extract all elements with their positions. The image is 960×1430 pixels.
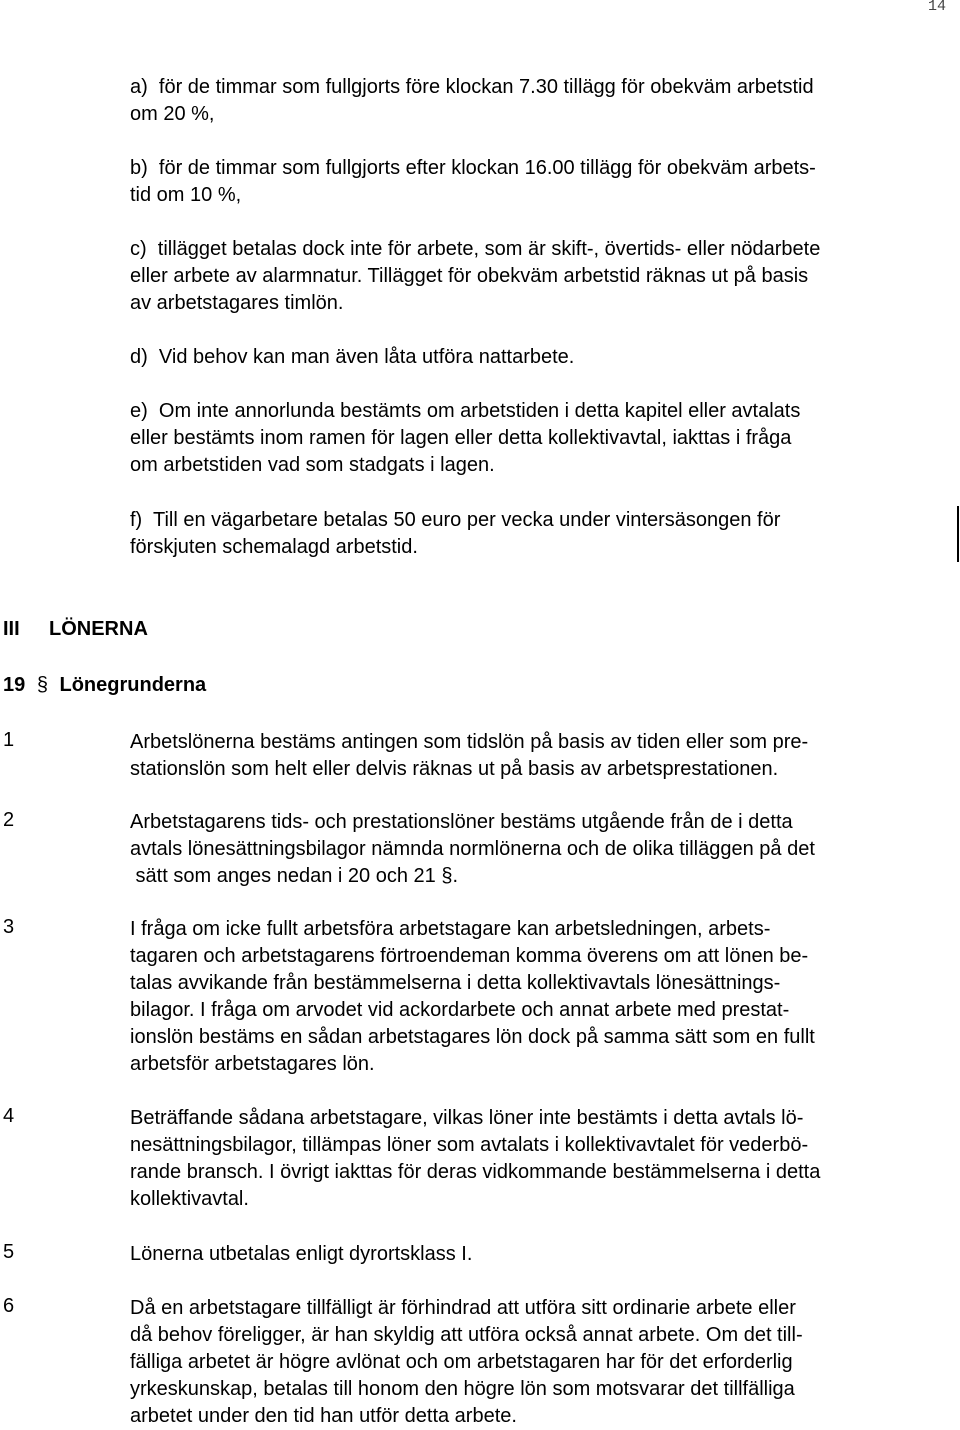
text-line: då behov föreligger, är han skyldig att utföra också annat arbete. Om det till- <box>130 1324 803 1346</box>
list-item-e <box>130 398 950 479</box>
text-line: talas avvikande från bestämmelserna i detta kollektivavtals lönesättnings- <box>130 972 781 994</box>
list-item-f <box>130 507 950 561</box>
text-line: d) Vid behov kan man även låta utföra nattarbete. <box>130 346 575 368</box>
text-line: av arbetstagares timlön. <box>130 292 344 314</box>
list-item-d <box>130 344 950 371</box>
paragraph-number: 1 <box>3 729 15 751</box>
list-item-a <box>130 74 950 128</box>
paragraph-number: 5 <box>3 1241 15 1263</box>
text-line: Beträffande sådana arbetstagare, vilkas löner inte bestämts i detta avtals lö- <box>130 1107 804 1129</box>
paragraph-5 <box>130 1241 950 1268</box>
text-line: eller bestämts inom ramen för lagen eller detta kollektivavtal, iakttas i fråga <box>130 427 792 449</box>
paragraph-number: 3 <box>3 916 15 938</box>
text-line: arbetet under den tid han utför detta arbete. <box>130 1405 517 1427</box>
paragraph-6 <box>130 1295 950 1430</box>
paragraph-1 <box>130 729 950 783</box>
text-line: Lönerna utbetalas enligt dyrortsklass I. <box>130 1243 473 1265</box>
section-sign: § <box>36 674 48 696</box>
text-line: rande bransch. I övrigt iakttas för deras vidkommande bestämmelserna i detta <box>130 1161 821 1183</box>
text-line: Arbetslönerna bestäms antingen som tidslön på basis av tiden eller som pre- <box>130 731 809 753</box>
paragraph-number: 4 <box>3 1105 15 1127</box>
text-line: förskjuten schemalagd arbetstid. <box>130 536 418 558</box>
text-line: eller arbete av alarmnatur. Tillägget för obekväm arbetstid räknas ut på basis <box>130 265 809 287</box>
text-line: nesättningsbilagor, tillämpas löner som avtalats i kollektivavtalet för vederbö- <box>130 1134 809 1156</box>
text-line: e) Om inte annorlunda bestämts om arbetstiden i detta kapitel eller avtalats <box>130 400 801 422</box>
text-line: f) Till en vägarbetare betalas 50 euro per vecka under vintersäsongen för <box>130 509 781 531</box>
text-line: arbetsför arbetstagares lön. <box>130 1053 375 1075</box>
list-item-c <box>130 236 950 317</box>
revision-bar <box>957 506 959 562</box>
paragraph-number: 6 <box>3 1295 15 1317</box>
text-line: I fråga om icke fullt arbetsföra arbetstagare kan arbetsledningen, arbets- <box>130 918 771 940</box>
page-number: 14 <box>927 0 946 15</box>
text-line: tid om 10 %, <box>130 184 242 206</box>
text-line: stationslön som helt eller delvis räknas ut på basis av arbetsprestationen. <box>130 758 779 780</box>
list-item-b <box>130 155 950 209</box>
text-line: yrkeskunskap, betalas till honom den högre lön som motsvarar det tillfälliga <box>130 1378 795 1400</box>
text-line: Då en arbetstagare tillfälligt är förhindrad att utföra sitt ordinarie arbete eller <box>130 1297 796 1319</box>
text-line: om arbetstiden vad som stadgats i lagen. <box>130 454 495 476</box>
paragraph-4 <box>130 1105 950 1213</box>
paragraph-2 <box>130 809 950 890</box>
text-line: b) för de timmar som fullgjorts efter klockan 16.00 tillägg för obekväm arbets- <box>130 157 816 179</box>
section-heading <box>3 674 206 697</box>
text-line: a) för de timmar som fullgjorts före klockan 7.30 tillägg för obekväm arbetstid <box>130 76 814 98</box>
section-title: Lönegrunderna <box>59 674 207 696</box>
text-line: c) tillägget betalas dock inte för arbete, som är skift-, övertids- eller nödarbete <box>130 238 821 260</box>
text-line: bilagor. I fråga om arvodet vid ackordarbete och annat arbete med prestat- <box>130 999 790 1021</box>
text-line: om 20 %, <box>130 103 215 125</box>
paragraph-number: 2 <box>3 809 15 831</box>
text-line: fälliga arbetet är högre avlönat och om arbetstagaren har för det erforderlig <box>130 1351 793 1373</box>
text-line: Arbetstagarens tids- och prestationslöner bestäms utgående från de i detta <box>130 811 793 833</box>
chapter-title: LÖNERNA <box>49 618 148 640</box>
text-line: avtals lönesättningsbilagor nämnda normlönerna och de olika tilläggen på det <box>130 838 815 860</box>
text-line: tagaren och arbetstagarens förtroendeman komma överens om att lönen be- <box>130 945 809 967</box>
paragraph-3 <box>130 916 950 1078</box>
text-line: ionslön bestäms en sådan arbetstagares lön dock på samma sätt som en fullt <box>130 1026 815 1048</box>
text-line: sätt som anges nedan i 20 och 21 §. <box>130 865 458 887</box>
chapter-numeral: III <box>3 618 20 640</box>
section-number: 19 <box>3 674 26 696</box>
text-line: kollektivavtal. <box>130 1188 249 1210</box>
